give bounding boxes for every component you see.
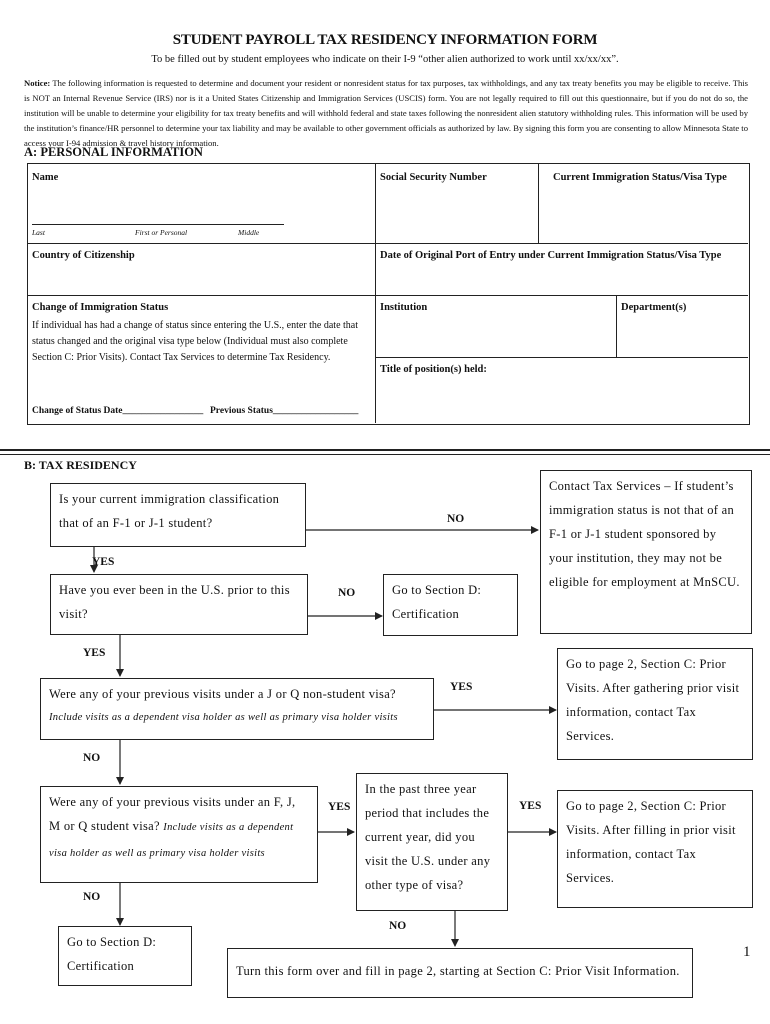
question-three-year-box: In the past three year period that includes the current year, did you visit the U.S. under any other type of visa?	[356, 773, 508, 911]
turn-form-over-box: Turn this form over and fill in page 2, starting at Section C: Prior Visit Information.	[227, 948, 693, 998]
section-a-heading: A: PERSONAL INFORMATION	[24, 145, 203, 159]
notice-text: The following information is requested to determine and document your resident or nonresident status for tax purposes, tax withholdings, and any tax treaty benefits you may be eligible to receive. This is NOT an Internal Revenue Service (IRS) nor is it a United States Citizenship and Immigration Services (USCIS) form. You are not legally required to fill out this questionnaire, but if you do not do so, the institution will be unable to determine your eligibility for tax treaty benefits and will withhold federal and state taxes following the nonresident alien statutory withholding rules. This information will be used by the institution’s finance/HR personnel to determine your tax liability and may be available to other government officials as authorized by law. By signing this form you are consenting to allow Minnesota State to access your I-94 admission & travel history information.	[24, 78, 748, 148]
name-last-label: Last	[32, 228, 45, 237]
section-b-heading: B: TAX RESIDENCY	[24, 458, 137, 472]
form-subtitle: To be filled out by student employees who indicate on their I-9 “other alien authorized to work until xx/xx/xx”.	[151, 54, 619, 65]
question-prior-visit-box: Have you ever been in the U.S. prior to this visit?	[50, 574, 308, 635]
page-number: 1	[743, 944, 751, 960]
q5-yes-label: YES	[519, 800, 542, 812]
institution-label: Institution	[380, 302, 428, 313]
change-status-label: Change of Immigration Status	[32, 302, 169, 313]
citizenship-label: Country of Citizenship	[32, 250, 135, 261]
question-f1-j1-student-box: Is your current immigration classification that of an F-1 or J-1 student?	[50, 483, 306, 547]
q3-yes-label: YES	[450, 681, 473, 693]
question-fjmq-visa-box	[40, 786, 318, 883]
position-title-label: Title of position(s) held:	[380, 364, 487, 375]
visa-type-label: Current Immigration Status/Visa Type	[553, 172, 727, 183]
q2-yes-label: YES	[83, 647, 106, 659]
form-title: STUDENT PAYROLL TAX RESIDENCY INFORMATION FORM	[172, 32, 598, 48]
q1-no-label: NO	[447, 513, 465, 525]
department-label: Department(s)	[621, 302, 687, 313]
q4-yes-label: YES	[328, 801, 351, 813]
question-fjmq-visa-text: Were any of your previous visits under an F, J, M or Q student visa?	[49, 795, 296, 833]
change-status-text: If individual has had a change of status since entering the U.S., enter the date that status changed and the original visa type below (Individual must also complete Section C: Prior Visits). Contact Tax Services to determine Tax Residency.	[32, 320, 359, 363]
q1-yes-label: YES	[92, 556, 115, 568]
q3-no-label: NO	[83, 752, 101, 764]
ssn-label: Social Security Number	[380, 172, 487, 183]
name-label: Name	[32, 172, 59, 183]
name-middle-label: Middle	[238, 228, 260, 237]
go-to-section-d-box-1: Go to Section D: Certification	[383, 574, 518, 636]
question-j-q-visa-box	[40, 678, 434, 740]
change-date-field[interactable]: Change of Status Date_________________	[32, 406, 204, 416]
name-first-label: First or Personal	[135, 228, 188, 237]
notice-label: Notice:	[24, 78, 51, 88]
port-of-entry-label: Date of Original Port of Entry under Current Immigration Status/Visa Type	[380, 250, 722, 261]
go-to-section-d-box-2: Go to Section D: Certification	[58, 926, 192, 986]
q2-no-label: NO	[338, 587, 356, 599]
question-j-q-visa-text: Were any of your previous visits under a J or Q non-student visa?	[49, 687, 396, 701]
q5-no-label: NO	[389, 920, 407, 932]
question-j-q-visa-note: Include visits as a dependent visa holder as well as primary visa holder visits	[49, 712, 398, 723]
contact-tax-services-box: Contact Tax Services – If student’s immigration status is not that of an F-1 or J-1 student sponsored by your institution, they may not be eligible for employment at MnSCU.	[540, 470, 752, 634]
previous-status-field[interactable]: Previous Status__________________	[210, 406, 359, 416]
question-fjmq-visa-note: Include visits as a dependent visa holder as well as primary visa holder visits	[49, 822, 294, 859]
go-to-page2-box-1: Go to page 2, Section C: Prior Visits. After gathering prior visit information, contact Tax Services.	[557, 648, 753, 760]
q4-no-label: NO	[83, 891, 101, 903]
go-to-page2-box-2: Go to page 2, Section C: Prior Visits. After filling in prior visit information, contact Tax Services.	[557, 790, 753, 908]
